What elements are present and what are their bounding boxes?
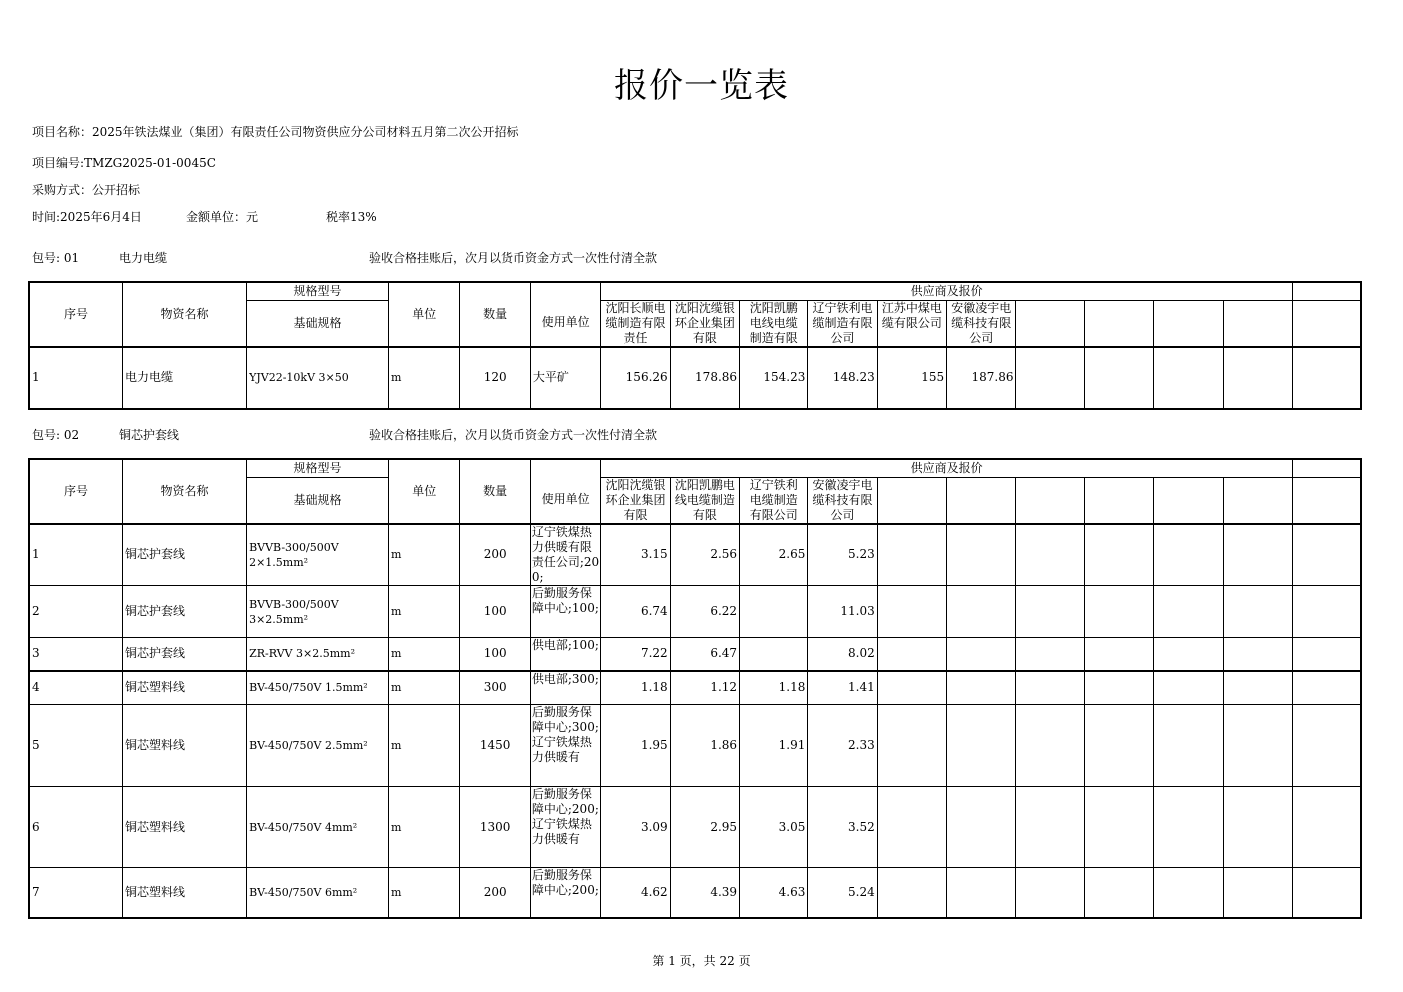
cell-spec: BVVB-300/500V 3×2.5mm² [247,586,389,638]
cell-seq: 1 [29,524,123,586]
cell-price: 1.41 [808,671,877,705]
supplier-name: 安徽凌宇电缆科技有限公司 [947,300,1016,347]
cell-price: 3.09 [601,787,670,868]
cell-qty: 120 [460,347,530,409]
page-footer: 第 1 页，共 22 页 [652,954,751,968]
cell-price: 156.26 [601,347,670,409]
cell-user: 后勤服务保障中心;200; [530,868,600,918]
cell-price [740,586,808,638]
cell-user: 供电部;300; [530,671,600,705]
cell-price [740,638,808,671]
cell-user: 供电部;100; [530,638,600,671]
header-seq: 序号 [29,282,123,347]
header-name: 物资名称 [123,459,247,524]
cell-spec: ZR-RVV 3×2.5mm² [247,638,389,671]
header-user: 使用单位 [530,300,600,347]
cell-price: 8.02 [808,638,877,671]
cell-name: 铜芯塑料线 [123,671,247,705]
header-suppliers: 供应商及报价 [601,459,1293,477]
cell-price: 3.15 [601,524,670,586]
currency-unit: 金额单位：元 [186,210,259,224]
cell-user: 后勤服务保障中心;100; [530,586,600,638]
cell-price: 3.05 [740,787,808,868]
page-title: 报价一览表 [614,66,789,106]
table-row [29,671,1361,705]
cell-unit: m [388,787,459,868]
cell-name: 铜芯护套线 [123,638,247,671]
cell-spec: BV-450/750V 1.5mm² [247,671,389,705]
cell-price: 5.24 [808,868,877,918]
time: 时间:2025年6月4日 [32,210,142,224]
header-suppliers: 供应商及报价 [601,282,1293,300]
table-row [29,787,1361,868]
cell-qty: 100 [460,638,530,671]
supplier-name: 安徽凌宇电缆科技有限公司 [808,477,877,524]
cell-seq: 7 [29,868,123,918]
cell-seq: 1 [29,347,123,409]
cell-seq: 3 [29,638,123,671]
package-label: 包号: 01 [32,251,80,265]
table-row [29,705,1361,787]
cell-price: 6.22 [670,586,739,638]
cell-price: 3.52 [808,787,877,868]
tax-rate: 税率13% [326,210,377,224]
cell-unit: m [388,671,459,705]
cell-qty: 100 [460,586,530,638]
cell-seq: 4 [29,671,123,705]
supplier-name: 辽宁铁利电缆制造有限公司 [740,477,808,524]
cell-price: 2.95 [670,787,739,868]
header-name: 物资名称 [123,282,247,347]
cell-unit: m [388,868,459,918]
cell-qty: 1450 [460,705,530,787]
cell-user: 后勤服务保障中心;200;辽宁铁煤热力供暖有 [530,787,600,868]
cell-unit: m [388,705,459,787]
cell-price: 5.23 [808,524,877,586]
header-unit: 单位 [388,282,459,347]
package-label: 包号: 02 [32,428,80,442]
cell-user: 后勤服务保障中心;300;辽宁铁煤热力供暖有 [530,705,600,787]
package-name: 铜芯护套线 [119,428,180,442]
cell-price: 1.86 [670,705,739,787]
cell-price: 6.74 [601,586,670,638]
header-spec: 基础规格 [247,300,389,347]
cell-user: 辽宁铁煤热力供暖有限责任公司;200; [531,524,600,584]
cell-unit: m [388,586,459,638]
cell-name: 铜芯塑料线 [123,705,247,787]
cell-user: 大平矿 [530,347,600,409]
cell-price: 6.47 [670,638,739,671]
cell-name: 铜芯护套线 [123,586,247,638]
supplier-name: 沈阳沈缆银环企业集团有限 [670,300,739,347]
cell-price: 154.23 [740,347,808,409]
cell-spec: BV-450/750V 6mm² [247,868,389,918]
header-spec-group: 规格型号 [247,459,389,477]
supplier-name: 沈阳长顺电缆制造有限责任 [601,300,670,347]
supplier-name: 辽宁铁利电缆制造有限公司 [808,300,877,347]
cell-seq: 2 [29,586,123,638]
purchase-method: 采购方式：公开招标 [32,183,141,197]
package-name: 电力电缆 [119,251,168,265]
header-unit: 单位 [388,459,459,524]
cell-name: 铜芯塑料线 [123,868,247,918]
header-seq: 序号 [29,459,123,524]
table-row [29,868,1361,918]
cell-price: 178.86 [670,347,739,409]
cell-spec: BVVB-300/500V 2×1.5mm² [247,524,389,586]
cell-spec: BV-450/750V 4mm² [247,787,389,868]
cell-price: 1.18 [740,671,808,705]
cell-price: 11.03 [808,586,877,638]
header-user: 使用单位 [530,477,600,524]
cell-unit: m [388,524,459,586]
table-row [29,347,1361,409]
cell-price: 2.65 [740,524,808,586]
cell-price: 1.95 [601,705,670,787]
cell-name: 铜芯塑料线 [123,787,247,868]
cell-seq: 5 [29,705,123,787]
cell-qty: 1300 [460,787,530,868]
cell-price: 2.56 [670,524,739,586]
project-number: 项目编号:TMZG2025-01-0045C [32,156,216,170]
cell-price: 187.86 [947,347,1016,409]
quote-table-2 [28,458,1362,919]
cell-seq: 6 [29,787,123,868]
project-name: 项目名称：2025年铁法煤业（集团）有限责任公司物资供应分公司材料五月第二次公开招标 [32,125,519,139]
cell-price: 4.39 [670,868,739,918]
header-qty: 数量 [460,282,530,347]
supplier-name: 沈阳凯鹏电线电缆制造有限 [740,300,808,347]
header-spec-group: 规格型号 [247,282,389,300]
supplier-name: 沈阳凯鹏电线电缆制造有限 [670,477,739,524]
supplier-name: 沈阳沈缆银环企业集团有限 [601,477,670,524]
cell-name: 电力电缆 [123,347,247,409]
cell-price: 1.91 [740,705,808,787]
cell-unit: m [388,347,459,409]
cell-price: 7.22 [601,638,670,671]
cell-qty: 200 [460,524,530,586]
table-row [29,524,1361,586]
cell-price: 155 [877,347,946,409]
header-qty: 数量 [460,459,530,524]
supplier-name: 江苏中煤电缆有限公司 [877,300,946,347]
cell-qty: 200 [460,868,530,918]
payment-terms: 验收合格挂账后，次月以货币资金方式一次性付清全款 [369,428,658,442]
table-row [29,586,1361,638]
payment-terms: 验收合格挂账后，次月以货币资金方式一次性付清全款 [369,251,658,265]
cell-price: 1.18 [601,671,670,705]
header-spec: 基础规格 [247,477,389,524]
cell-price: 148.23 [808,347,877,409]
cell-price: 4.63 [740,868,808,918]
cell-price: 2.33 [808,705,877,787]
quote-table-1 [28,281,1362,410]
cell-name: 铜芯护套线 [123,524,247,586]
cell-price: 4.62 [601,868,670,918]
cell-spec: YJV22-10kV 3×50 [247,347,389,409]
cell-price: 1.12 [670,671,739,705]
cell-unit: m [388,638,459,671]
cell-spec: BV-450/750V 2.5mm² [247,705,389,787]
cell-qty: 300 [460,671,530,705]
table-row [29,638,1361,671]
